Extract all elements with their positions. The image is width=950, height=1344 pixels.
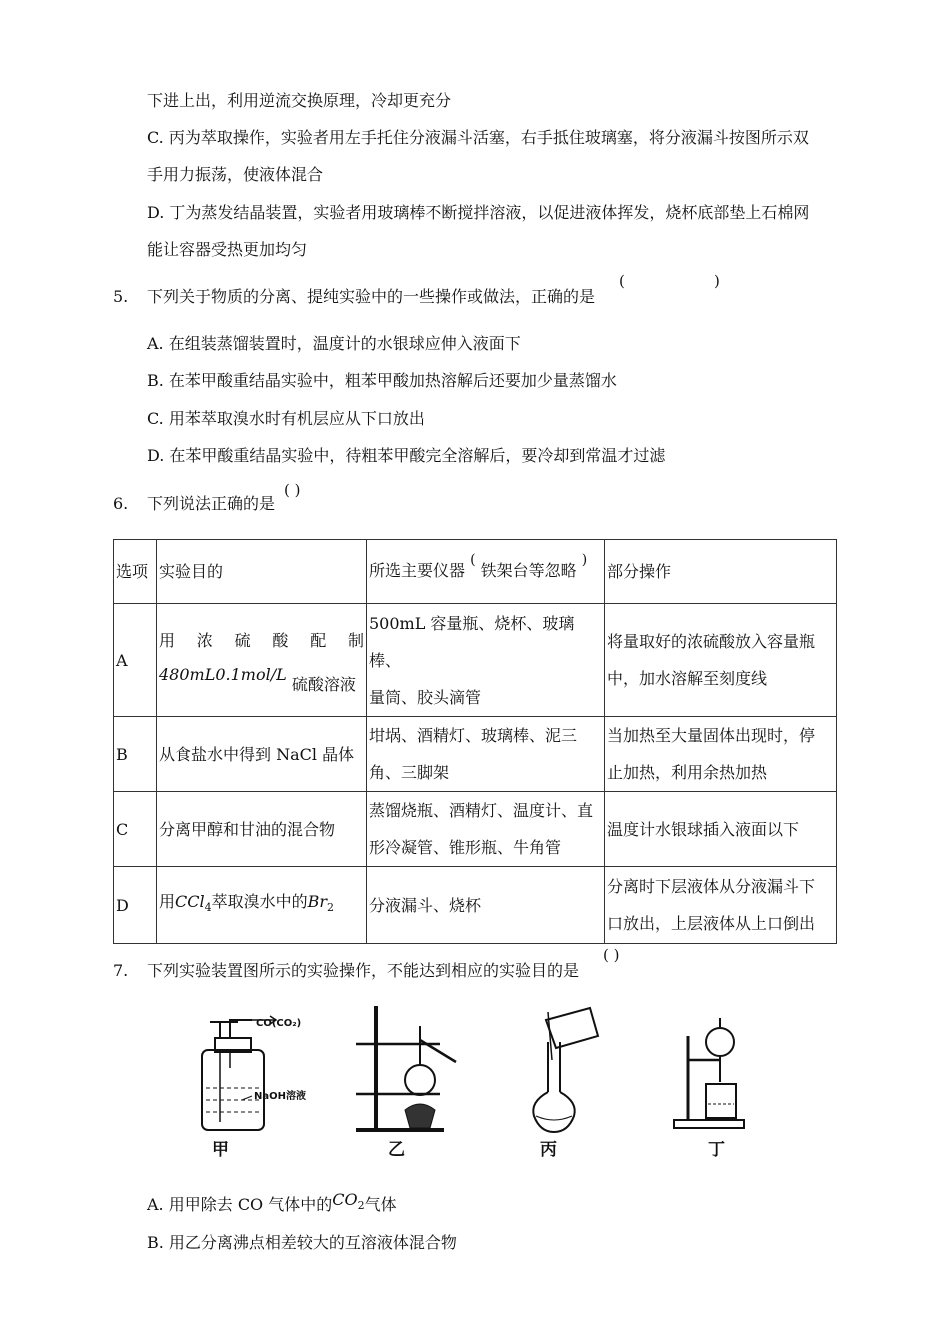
row-a-word: 配 [310,631,327,650]
row-a-word: 硫 [234,631,251,650]
table-row [114,604,837,717]
row-c-operation: 温度计水银球插入液面以下 [605,792,837,867]
row-d-br-sub: 2 [327,901,335,915]
row-a-concentration: 480mL0.1mol/L [159,665,287,684]
row-b-instruments-2: 角、三脚架 [369,763,450,782]
row-a-operation [605,604,837,717]
row-a-purpose [157,604,367,717]
label-jia: 甲 [212,1140,229,1160]
q5-option-a: A. 在组装蒸馏装置时，温度计的水银球应伸入液面下 [147,334,521,353]
header-instruments-a: 所选主要仪器 [369,561,466,580]
row-b-instruments [367,717,605,792]
row-a-option: A [114,604,157,717]
row-d-operation [605,867,837,944]
row-b-operation-1: 当加热至大量固体出现时，停 [607,726,816,745]
header-operation: 部分操作 [605,540,837,604]
row-d-option: D [114,867,157,944]
q5-number: 5. [113,287,129,306]
q7-stem: 下列实验装置图所示的实验操作，不能达到相应的实验目的是 [147,961,580,980]
row-d-instruments: 分液漏斗、烧杯 [367,867,605,944]
q7-option-a-pre: A. 用甲除去 CO 气体中的 [147,1195,333,1214]
separatory-funnel-ding [674,1018,744,1128]
q6-number: 6. [113,494,129,513]
q5-stem: 下列关于物质的分离、提纯实验中的一些操作或做法，正确的是 [147,287,596,306]
q7-apparatus-figure [180,1000,780,1165]
row-c-instruments [367,792,605,867]
label-ding: 丁 [708,1140,725,1160]
header-paren-open: ( [470,552,476,568]
row-c-instruments-2: 形冷凝管、锥形瓶、牛角管 [369,838,562,857]
q6-table [113,539,837,944]
row-a-word: 用 [159,631,176,650]
row-c-instruments-1: 蒸馏烧瓶、酒精灯、温度计、直 [369,801,594,820]
label-bing: 丙 [540,1140,557,1160]
table-row [114,717,837,792]
q4-option-c-line1: C. 丙为萃取操作，实验者用左手托住分液漏斗活塞，右手抵住玻璃塞，将分液漏斗按图所示双 [147,128,809,147]
q5-option-b: B. 在苯甲酸重结晶实验中，粗苯甲酸加热溶解后还要加少量蒸馏水 [147,371,617,390]
q7-number: 7. [113,961,129,980]
q5-paren-open: ( [619,272,625,290]
q4-option-d-line2: 能让容器受热更加均匀 [147,240,308,259]
table-row [114,867,837,944]
row-d-ccl: CCl [175,892,205,912]
row-a-instruments-1: 500mL 容量瓶、烧杯、玻璃棒、 [369,613,575,670]
label-yi: 乙 [388,1140,405,1160]
q4-option-d-line1: D. 丁为蒸发结晶装置，实验者用玻璃棒不断搅拌溶液，以促进液体挥发，烧杯底部垫上石棉网 [147,203,810,222]
row-d-ccl-sub: 4 [204,901,212,915]
row-b-instruments-1: 坩埚、酒精灯、玻璃棒、泥三 [369,726,578,745]
naoh-label: NaOH溶液 [254,1091,306,1102]
q6-paren: ( ) [284,481,301,499]
q5-option-c: C. 用苯萃取溴水时有机层应从下口放出 [147,409,425,428]
q7-option-a-co: CO [332,1190,358,1209]
q7-option-a-post: 气体 [364,1195,397,1214]
q6-stem: 下列说法正确的是 [147,494,276,513]
row-a-purpose-tail: 硫酸溶液 [291,675,356,694]
row-b-purpose: 从食盐水中得到 NaCl 晶体 [157,717,367,792]
row-d-br: Br [307,892,328,912]
header-option: 选项 [114,540,157,604]
row-a-instruments [367,604,605,717]
distillation-apparatus-yi [356,1006,456,1130]
gas-washing-bottle-jia [202,1016,276,1130]
gas-label: CO(CO₂) [256,1018,302,1029]
row-b-operation [605,717,837,792]
row-a-word: 浓 [196,631,213,650]
q7-paren: ( ) [603,946,620,964]
header-instruments [367,540,605,604]
q4-option-b-line2: 下进上出，利用逆流交换原理，冷却更充分 [147,91,452,110]
row-b-operation-2: 止加热，利用余热加热 [607,763,768,782]
table-row [114,792,837,867]
header-purpose: 实验目的 [157,540,367,604]
row-a-instruments-2: 量筒、胶头滴管 [369,687,482,707]
row-a-word: 酸 [272,631,289,650]
q7-option-a [147,1190,397,1222]
row-d-operation-1: 分离时下层液体从分液漏斗下 [607,877,816,896]
row-a-operation-2: 中，加水溶解至刻度线 [607,669,768,688]
q7-option-b: B. 用乙分离沸点相差较大的互溶液体混合物 [147,1233,457,1252]
row-a-operation-1: 将量取好的浓硫酸放入容量瓶 [607,632,816,651]
row-a-word: 制 [347,631,364,650]
table-header-row [114,540,837,604]
header-paren-close: ) [581,552,588,568]
row-c-purpose: 分离甲醇和甘油的混合物 [157,792,367,867]
row-d-purpose-mid: 萃取溴水中的 [211,892,308,912]
q7-option-a-sub: 2 [357,1199,365,1213]
q4-option-c-line2: 手用力振荡，使液体混合 [147,165,324,184]
header-instruments-b: 铁架台等忽略 [480,561,577,580]
q5-option-d: D. 在苯甲酸重结晶实验中，待粗苯甲酸完全溶解后，要冷却到常温才过滤 [147,446,666,465]
row-b-option: B [114,717,157,792]
q5-paren-close: ) [714,272,720,290]
row-d-purpose [157,867,367,944]
row-d-purpose-pre: 用 [159,892,176,912]
row-c-option: C [114,792,157,867]
volumetric-flask-bing [533,1008,598,1132]
row-d-operation-2: 口放出，上层液体从上口倒出 [607,914,816,933]
